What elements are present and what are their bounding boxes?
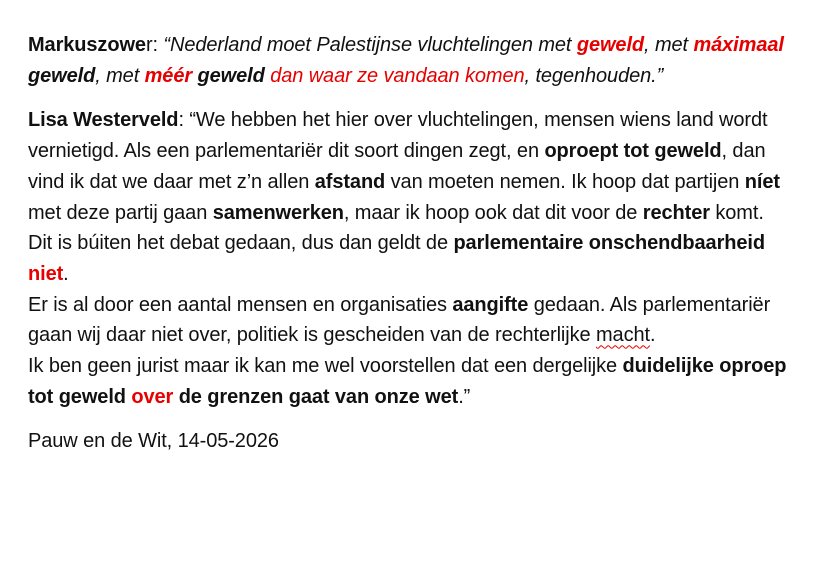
quote-text: , met [95,64,145,87]
bold-phrase: de grenzen gaat van onze wet [178,385,459,408]
quote-westerveld [28,105,798,228]
bold-word: afstand [314,170,386,193]
colon: : [152,34,164,56]
quote-text: Dit is búiten het debat gedaan, dus dan geldt de [28,232,454,255]
bold-word: rechter [642,201,710,224]
quote-text: : “We hebben het hier over vluchtelingen, mensen wiens land wordt vernietigd. Als een parlementariër dit soort dingen zegt, en [28,109,768,163]
quote-westerveld-line4 [28,351,798,412]
highlight-word: niet [28,262,64,285]
bold-word: níet [744,170,780,193]
speaker-name-tail: r [145,34,153,56]
bold-word: geweld [28,64,96,87]
speaker-name: Markuszowe [28,34,146,56]
quote-westerveld-line2 [28,228,798,289]
bold-word: geweld [197,64,265,87]
source-line: Pauw en de Wit, 14-05-2026 [28,430,279,453]
quote-text: .” [458,385,471,408]
highlight-word: máximaal [693,34,784,56]
quote-markuszower [28,30,798,91]
bold-phrase: oproept tot geweld [544,140,722,163]
quote-text: . [63,262,69,285]
quote-text: gedaan. Als parlementariër gaan wij daar niet over, politiek is gescheiden van de rechterlijke [28,293,771,347]
spellcheck-word[interactable]: macht [595,324,650,347]
bold-phrase: duidelijke oproep tot geweld [28,355,787,408]
quote-text: , dan vind ik dat we daar met z’n allen [28,140,766,193]
highlight-word: over [131,385,174,408]
quote-text: Ik ben geen jurist maar ik kan me wel voorstellen dat een dergelijke [28,355,623,378]
quote-text: “Nederland moet Palestijnse vluchtelingen met [163,34,577,56]
highlight-word: méér [144,64,193,87]
highlight-phrase: dan waar ze vandaan komen [270,64,525,87]
highlight-word: geweld [576,34,645,56]
quote-text: van moeten nemen. Ik hoop dat partijen [385,170,745,193]
quote-text: . [649,324,656,347]
quote-text: met deze partij gaan [28,201,213,224]
quote-westerveld-line3 [28,290,798,351]
quote-text: , tegenhouden.” [524,64,664,87]
bold-word: aangifte [452,293,529,316]
document-body [28,30,798,457]
quote-text: Er is al door een aantal mensen en organisaties [28,293,453,316]
speaker-name: Lisa Westerveld [28,109,179,132]
bold-phrase: parlementaire onschendbaarheid [453,232,765,255]
quote-text: , met [644,34,694,56]
bold-word: samenwerken [212,201,344,224]
quote-text: komt. [709,201,764,224]
quote-text: , maar ik hoop ook dat dit voor de [343,201,643,224]
